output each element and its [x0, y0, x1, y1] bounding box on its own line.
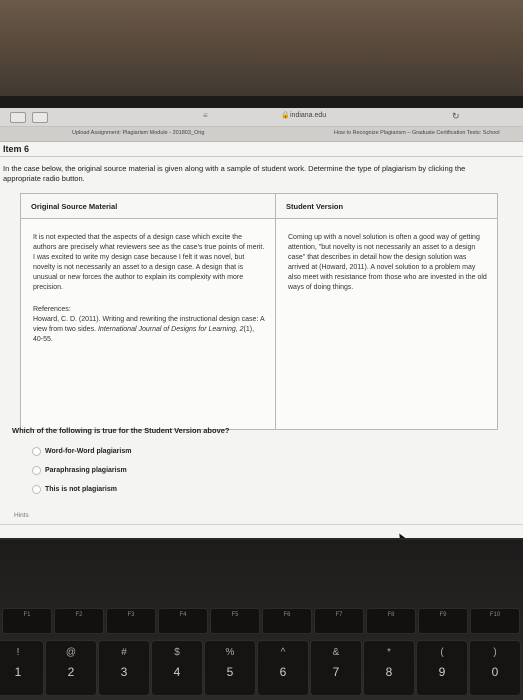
function-key[interactable]: F9 — [418, 608, 468, 634]
function-key[interactable]: F8 — [366, 608, 416, 634]
url-field[interactable]: indiana.edu — [290, 112, 327, 119]
key-symbol: ) — [493, 647, 497, 658]
references-label: References: — [33, 306, 71, 313]
option-label: This is not plagiarism — [45, 486, 117, 493]
number-key[interactable] — [310, 640, 362, 696]
reference-pages: 40-55. — [33, 336, 53, 343]
function-key[interactable]: F1 — [2, 608, 52, 634]
key-number: 5 — [226, 665, 234, 679]
divider — [0, 524, 523, 525]
option-word-for-word[interactable] — [32, 447, 131, 456]
header-original: Original Source Material — [21, 194, 276, 219]
number-key[interactable] — [416, 640, 468, 696]
key-number: 0 — [491, 665, 499, 679]
reference-journal: International Journal of Designs for Learning, 2 — [97, 326, 244, 333]
reference-text: Howard, C. D. (2011). Writing and rewriting the instructional design case: A view from two sides. — [33, 316, 265, 333]
radio-button[interactable] — [32, 447, 41, 456]
option-not-plagiarism[interactable] — [32, 485, 117, 494]
number-key[interactable] — [0, 640, 44, 696]
lock-icon: 🔒 — [281, 112, 290, 119]
function-key[interactable]: F3 — [106, 608, 156, 634]
key-number: 6 — [279, 665, 287, 679]
key-symbol: ! — [16, 647, 20, 658]
number-key[interactable] — [204, 640, 256, 696]
address-bar — [0, 108, 523, 127]
key-symbol: ( — [440, 647, 444, 658]
tab-how-to-recognize[interactable]: How to Recognize Plagiarism – Graduate Certification Tests: School — [334, 130, 500, 136]
student-text: Coming up with a novel solution is often a good way of getting attention, "but novelty is not necessarily an asset to a design case" that describes in detail how the design solution was arrived at (Howard, 2011). A novel solution to a problem may also meet with resistance from those who are invested in the old ways of doing things. — [288, 234, 487, 291]
tab-bar — [0, 127, 523, 142]
number-key[interactable] — [45, 640, 97, 696]
key-symbol: $ — [174, 647, 180, 658]
instructions: In the case below, the original source material is given along with a sample of student work. Determine the type of plagiarism by clicking the appropriate radio button. — [3, 164, 466, 183]
key-number: 3 — [120, 665, 128, 679]
question-text: Which of the following is true for the Student Version above? — [12, 426, 230, 435]
number-key[interactable] — [151, 640, 203, 696]
option-paraphrasing[interactable] — [32, 466, 127, 475]
key-number: 2 — [67, 665, 75, 679]
function-key[interactable]: F5 — [210, 608, 260, 634]
original-cell — [21, 219, 276, 430]
keyboard — [0, 540, 523, 700]
function-key[interactable]: F6 — [262, 608, 312, 634]
background-photo — [0, 0, 523, 110]
key-number: 7 — [332, 665, 340, 679]
number-key[interactable] — [257, 640, 309, 696]
function-key[interactable]: F10 — [470, 608, 520, 634]
divider — [0, 156, 523, 157]
number-key[interactable] — [98, 640, 150, 696]
key-number: 8 — [385, 665, 393, 679]
function-key[interactable]: F4 — [158, 608, 208, 634]
reload-icon[interactable]: ↻ — [452, 111, 460, 121]
key-number: 1 — [14, 665, 22, 679]
number-key[interactable] — [363, 640, 415, 696]
key-symbol: & — [332, 647, 340, 658]
sidebar-button[interactable] — [32, 112, 48, 123]
number-key[interactable] — [469, 640, 521, 696]
reader-icon[interactable]: ≡ — [203, 111, 208, 120]
reference-entry — [33, 315, 265, 345]
header-student: Student Version — [276, 194, 498, 219]
comparison-table — [20, 193, 498, 430]
page-content — [0, 142, 523, 538]
tab-upload-assignment[interactable]: Upload Assignment: Plagiarism Module - 201803_Orig — [72, 130, 205, 136]
key-symbol: % — [225, 647, 235, 658]
option-label: Paraphrasing plagiarism — [45, 467, 127, 474]
item-title: Item 6 — [3, 144, 30, 154]
option-label: Word-for-Word plagiarism — [45, 448, 132, 455]
student-cell — [276, 219, 498, 430]
back-button[interactable] — [10, 112, 26, 123]
mouse-cursor-icon — [397, 532, 406, 538]
key-number: 9 — [438, 665, 446, 679]
key-symbol: # — [121, 647, 127, 658]
references — [33, 305, 265, 345]
original-text: It is not expected that the aspects of a design case which excite the authors are precisely what reviewers see as the case's true points of merit. I was excited to write my design case because I felt it was novel, but novelty is not necessarily an asset to a design case. A design that is unusual or new forces the author to explain its complexity with more precision. — [33, 234, 265, 291]
function-key[interactable]: F2 — [54, 608, 104, 634]
key-symbol: ^ — [280, 647, 286, 658]
radio-button[interactable] — [32, 485, 41, 494]
function-key[interactable]: F7 — [314, 608, 364, 634]
key-number: 4 — [173, 665, 181, 679]
key-symbol: @ — [65, 647, 77, 658]
browser-window — [0, 108, 523, 538]
reference-issue: (1), — [243, 326, 255, 333]
key-symbol: * — [387, 647, 391, 658]
hints-link[interactable]: Hints — [14, 512, 29, 519]
radio-button[interactable] — [32, 466, 41, 475]
